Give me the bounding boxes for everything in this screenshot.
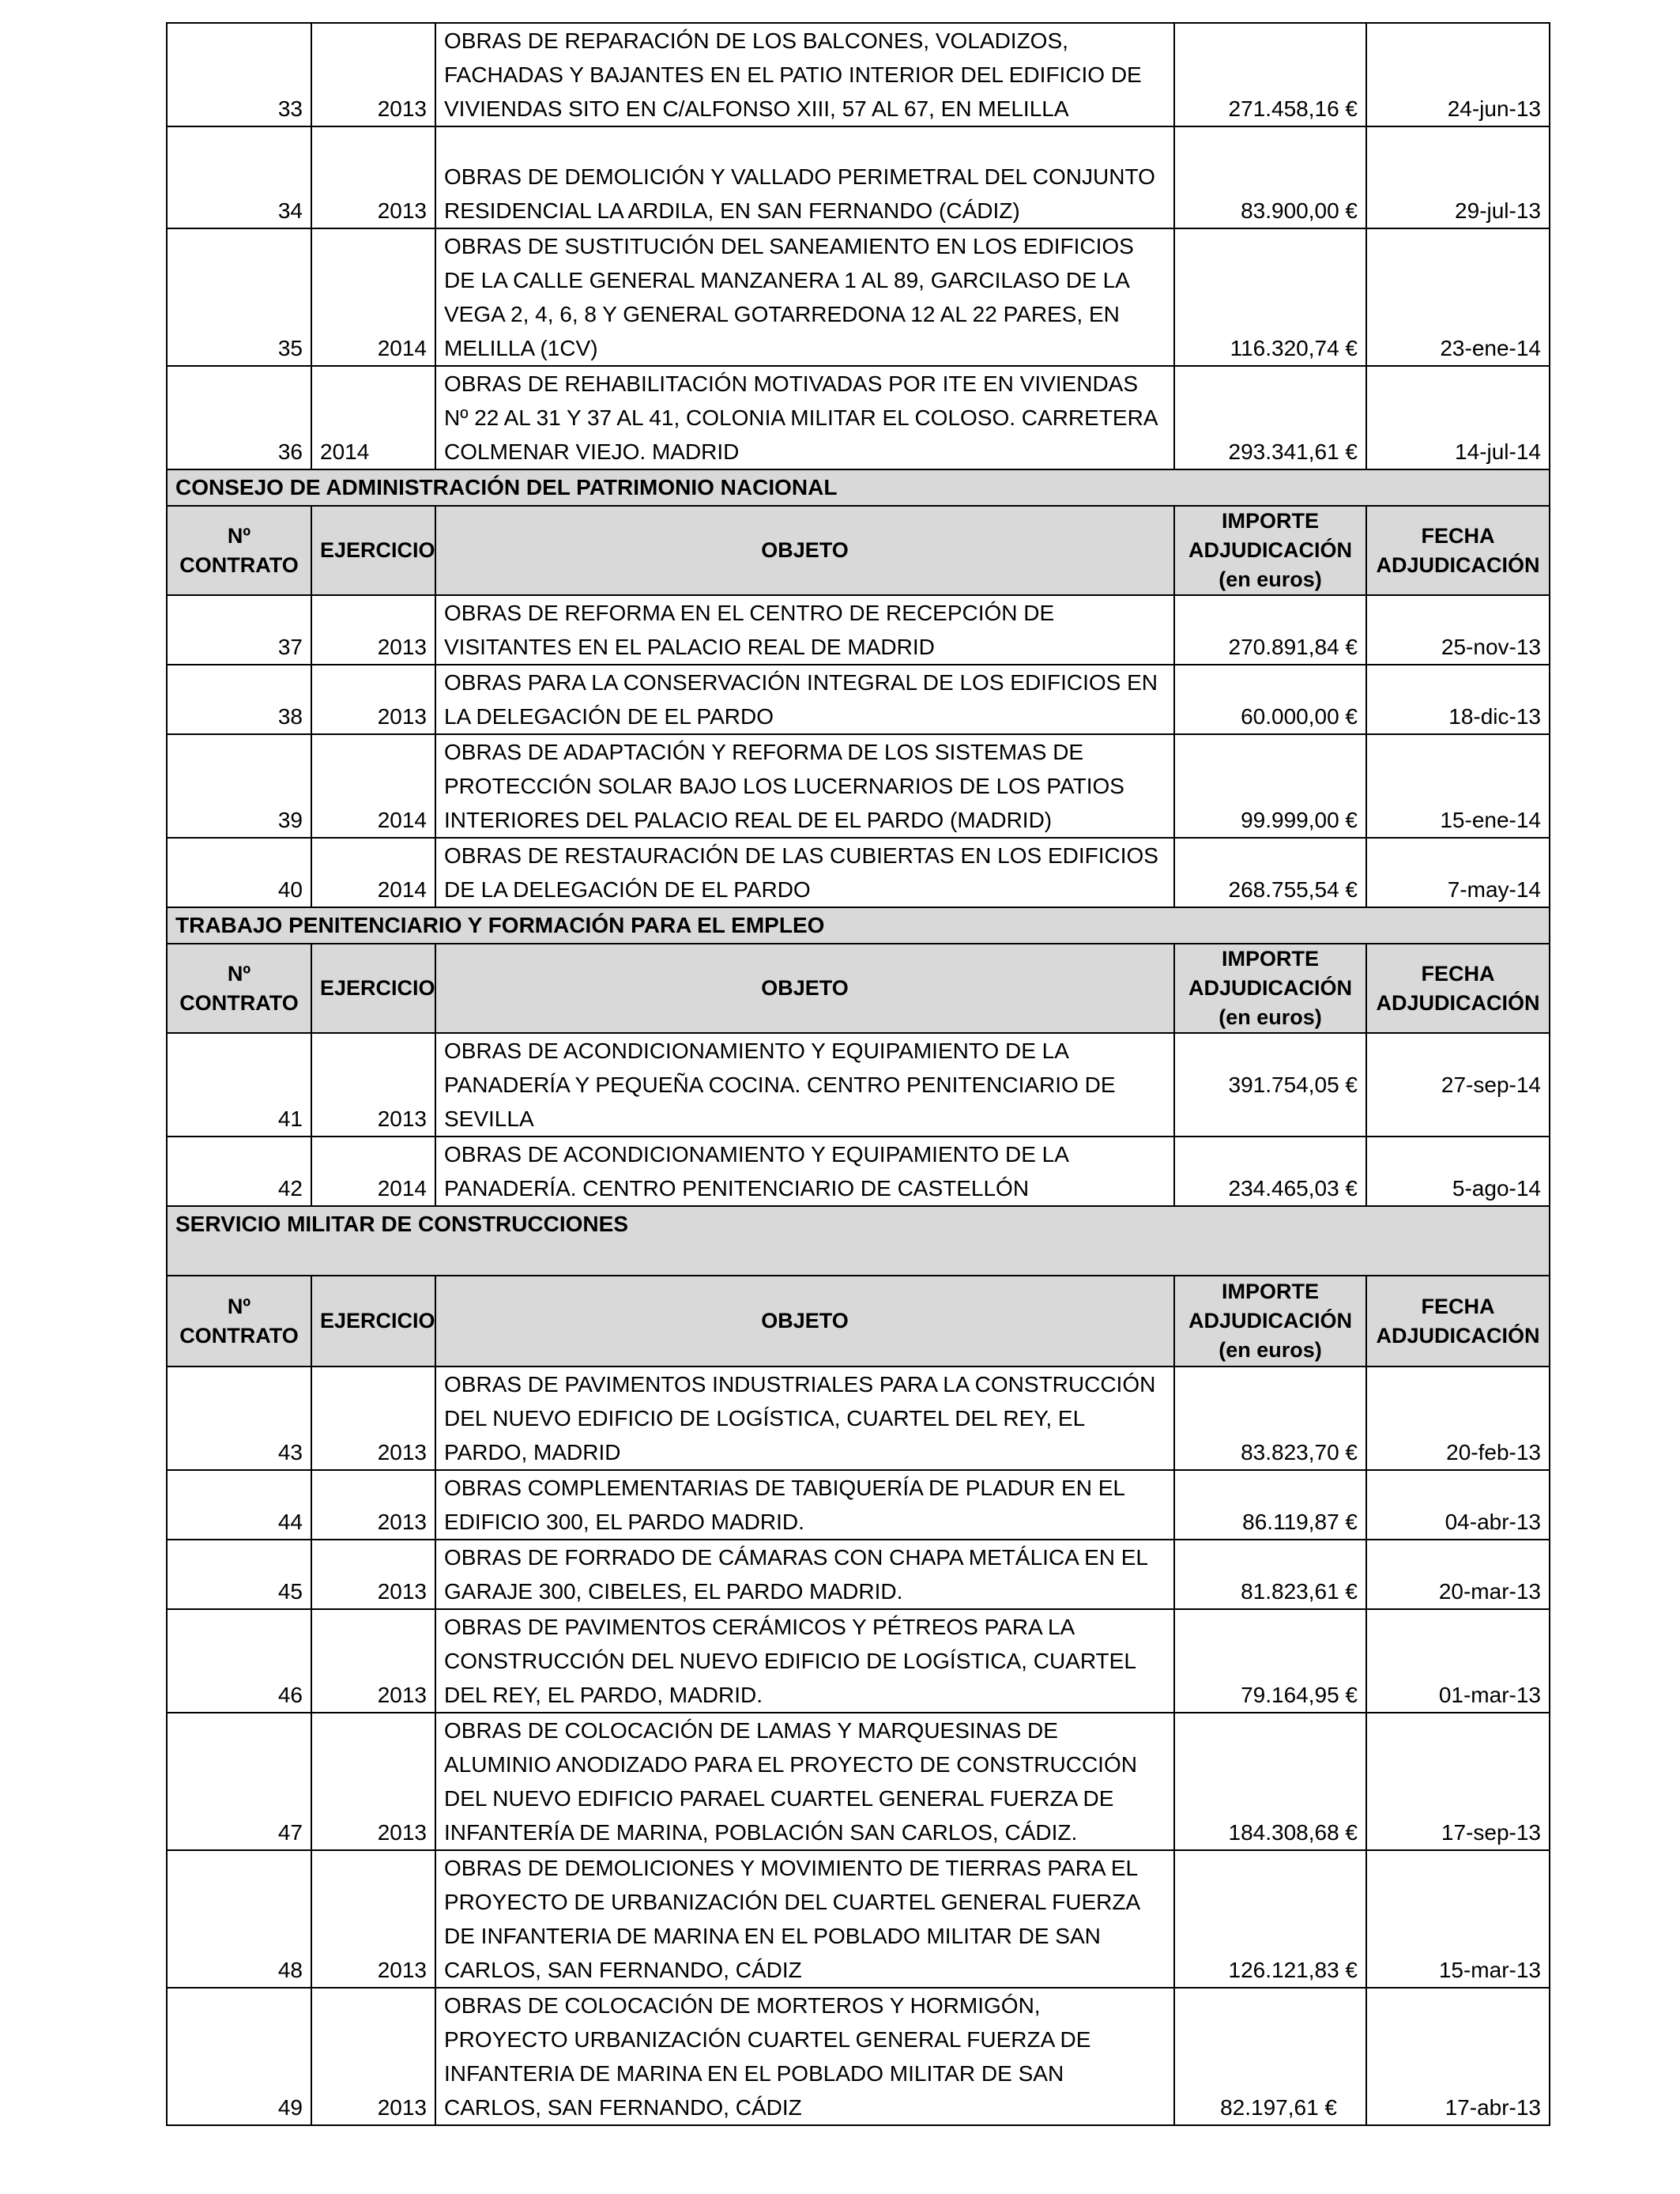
- table-row: [167, 1988, 1550, 2125]
- contract-amount: 99.999,00 €: [1174, 734, 1366, 838]
- contract-amount: 83.823,70 €: [1174, 1367, 1366, 1470]
- table-row: [167, 595, 1550, 665]
- contract-amount: 82.197,61 €: [1174, 1988, 1366, 2125]
- table-row: [167, 126, 1550, 228]
- header-ejercicio: EJERCICIO: [311, 506, 435, 595]
- contract-date: 18-dic-13: [1366, 665, 1550, 734]
- contract-object: OBRAS PARA LA CONSERVACIÓN INTEGRAL DE LOS EDIFICIOS EN LA DELEGACIÓN DE EL PARDO: [435, 665, 1174, 734]
- contract-amount: 271.458,16 €: [1174, 23, 1366, 126]
- section-title: CONSEJO DE ADMINISTRACIÓN DEL PATRIMONIO NACIONAL: [167, 469, 1550, 506]
- table-row: [167, 1033, 1550, 1137]
- table-row: [167, 838, 1550, 907]
- contract-date: 14-jul-14: [1366, 366, 1550, 469]
- contract-object: OBRAS DE ACONDICIONAMIENTO Y EQUIPAMIENTO DE LA PANADERÍA Y PEQUEÑA COCINA. CENTRO PENITENCIARIO DE SEVILLA: [435, 1033, 1174, 1137]
- contract-number: 39: [167, 734, 311, 838]
- contracts-table: [166, 22, 1550, 2126]
- contract-year: 2013: [311, 665, 435, 734]
- header-fecha: FECHA ADJUDICACIÓN: [1366, 506, 1550, 595]
- contract-year: 2013: [311, 1609, 435, 1713]
- contract-date: 01-mar-13: [1366, 1609, 1550, 1713]
- contract-object: OBRAS DE COLOCACIÓN DE LAMAS Y MARQUESINAS DE ALUMINIO ANODIZADO PARA EL PROYECTO DE CONSTRUCCIÓN DEL NUEVO EDIFICIO PARAEL CUARTEL GENERAL FUERZA DE INFANTERÍA DE MARINA, POBLACIÓN SAN CARLOS, CÁDIZ.: [435, 1713, 1174, 1850]
- contract-date: 7-may-14: [1366, 838, 1550, 907]
- contract-year: 2013: [311, 1988, 435, 2125]
- header-contrato: Nº CONTRATO: [167, 1276, 311, 1367]
- section-title-row: [167, 1206, 1550, 1276]
- contract-object: OBRAS DE PAVIMENTOS INDUSTRIALES PARA LA CONSTRUCCIÓN DEL NUEVO EDIFICIO DE LOGÍSTICA, CUARTEL DEL REY, EL PARDO, MADRID: [435, 1367, 1174, 1470]
- contract-object: OBRAS DE REPARACIÓN DE LOS BALCONES, VOLADIZOS, FACHADAS Y BAJANTES EN EL PATIO INTERIOR DEL EDIFICIO DE VIVIENDAS SITO EN C/ALFONSO XIII, 57 AL 67, EN MELILLA: [435, 23, 1174, 126]
- contract-date: 15-mar-13: [1366, 1850, 1550, 1988]
- contract-object: OBRAS COMPLEMENTARIAS DE TABIQUERÍA DE PLADUR EN EL EDIFICIO 300, EL PARDO MADRID.: [435, 1470, 1174, 1540]
- contract-number: 35: [167, 228, 311, 366]
- contract-object: OBRAS DE ADAPTACIÓN Y REFORMA DE LOS SISTEMAS DE PROTECCIÓN SOLAR BAJO LOS LUCERNARIOS DE LOS PATIOS INTERIORES DEL PALACIO REAL DE EL PARDO (MADRID): [435, 734, 1174, 838]
- contract-date: 17-abr-13: [1366, 1988, 1550, 2125]
- contract-number: 48: [167, 1850, 311, 1988]
- table-row: [167, 1850, 1550, 1988]
- contract-number: 42: [167, 1137, 311, 1206]
- contract-date: 25-nov-13: [1366, 595, 1550, 665]
- contract-year: 2013: [311, 595, 435, 665]
- contract-year: 2013: [311, 1713, 435, 1850]
- contract-date: 17-sep-13: [1366, 1713, 1550, 1850]
- section-title-row: [167, 469, 1550, 506]
- contract-object: OBRAS DE PAVIMENTOS CERÁMICOS Y PÉTREOS PARA LA CONSTRUCCIÓN DEL NUEVO EDIFICIO DE LOGÍSTICA, CUARTEL DEL REY, EL PARDO, MADRID.: [435, 1609, 1174, 1713]
- header-ejercicio: EJERCICIO: [311, 944, 435, 1033]
- contract-object: OBRAS DE REHABILITACIÓN MOTIVADAS POR ITE EN VIVIENDAS Nº 22 AL 31 Y 37 AL 41, COLONIA MILITAR EL COLOSO. CARRETERA COLMENAR VIEJO. MADRID: [435, 366, 1174, 469]
- table-row: [167, 1540, 1550, 1609]
- contract-number: 38: [167, 665, 311, 734]
- contract-number: 36: [167, 366, 311, 469]
- contract-number: 33: [167, 23, 311, 126]
- section-title-row: [167, 907, 1550, 944]
- table-row: [167, 1367, 1550, 1470]
- contract-year: 2013: [311, 126, 435, 228]
- contract-year: 2013: [311, 1850, 435, 1988]
- contract-year: 2013: [311, 1033, 435, 1137]
- contract-amount: 184.308,68 €: [1174, 1713, 1366, 1850]
- contract-number: 44: [167, 1470, 311, 1540]
- contract-number: 37: [167, 595, 311, 665]
- contract-year: 2013: [311, 1367, 435, 1470]
- contract-object: OBRAS DE DEMOLICIONES Y MOVIMIENTO DE TIERRAS PARA EL PROYECTO DE URBANIZACIÓN DEL CUARTEL GENERAL FUERZA DE INFANTERIA DE MARINA EN EL POBLADO MILITAR DE SAN CARLOS, SAN FERNANDO, CÁDIZ: [435, 1850, 1174, 1988]
- contract-object: OBRAS DE REFORMA EN EL CENTRO DE RECEPCIÓN DE VISITANTES EN EL PALACIO REAL DE MADRID: [435, 595, 1174, 665]
- contract-year: 2014: [311, 838, 435, 907]
- contract-date: 20-feb-13: [1366, 1367, 1550, 1470]
- contract-number: 43: [167, 1367, 311, 1470]
- contract-number: 46: [167, 1609, 311, 1713]
- header-contrato: Nº CONTRATO: [167, 944, 311, 1033]
- contract-amount: 293.341,61 €: [1174, 366, 1366, 469]
- header-fecha: FECHA ADJUDICACIÓN: [1366, 1276, 1550, 1367]
- contract-date: 24-jun-13: [1366, 23, 1550, 126]
- section-title: SERVICIO MILITAR DE CONSTRUCCIONES: [167, 1206, 1550, 1276]
- contract-number: 40: [167, 838, 311, 907]
- contract-year: 2014: [311, 228, 435, 366]
- contract-object: OBRAS DE COLOCACIÓN DE MORTEROS Y HORMIGÓN, PROYECTO URBANIZACIÓN CUARTEL GENERAL FUERZA DE INFANTERIA DE MARINA EN EL POBLADO MILITAR DE SAN CARLOS, SAN FERNANDO, CÁDIZ: [435, 1988, 1174, 2125]
- table-row: [167, 734, 1550, 838]
- header-importe: IMPORTE ADJUDICACIÓN (en euros): [1174, 506, 1366, 595]
- table-header-row: [167, 944, 1550, 1033]
- contract-date: 04-abr-13: [1366, 1470, 1550, 1540]
- contract-date: 5-ago-14: [1366, 1137, 1550, 1206]
- contract-year: 2014: [311, 1137, 435, 1206]
- header-contrato: Nº CONTRATO: [167, 506, 311, 595]
- table-row: [167, 1713, 1550, 1850]
- contract-date: 23-ene-14: [1366, 228, 1550, 366]
- header-objeto: OBJETO: [435, 944, 1174, 1033]
- contract-amount: 391.754,05 €: [1174, 1033, 1366, 1137]
- contract-year: 2014: [311, 734, 435, 838]
- contract-year: 2013: [311, 23, 435, 126]
- table-row: [167, 23, 1550, 126]
- contract-number: 47: [167, 1713, 311, 1850]
- contract-object: OBRAS DE RESTAURACIÓN DE LAS CUBIERTAS EN LOS EDIFICIOS DE LA DELEGACIÓN DE EL PARDO: [435, 838, 1174, 907]
- contract-amount: 86.119,87 €: [1174, 1470, 1366, 1540]
- contract-amount: 81.823,61 €: [1174, 1540, 1366, 1609]
- contract-amount: 270.891,84 €: [1174, 595, 1366, 665]
- contract-amount: 116.320,74 €: [1174, 228, 1366, 366]
- header-importe: IMPORTE ADJUDICACIÓN (en euros): [1174, 1276, 1366, 1367]
- table-row: [167, 1137, 1550, 1206]
- header-fecha: FECHA ADJUDICACIÓN: [1366, 944, 1550, 1033]
- table-row: [167, 1609, 1550, 1713]
- header-ejercicio: EJERCICIO: [311, 1276, 435, 1367]
- contract-amount: 234.465,03 €: [1174, 1137, 1366, 1206]
- table-header-row: [167, 506, 1550, 595]
- contract-date: 27-sep-14: [1366, 1033, 1550, 1137]
- contract-year: 2013: [311, 1470, 435, 1540]
- contract-amount: 60.000,00 €: [1174, 665, 1366, 734]
- contract-year: 2014: [311, 366, 435, 469]
- contract-object: OBRAS DE SUSTITUCIÓN DEL SANEAMIENTO EN LOS EDIFICIOS DE LA CALLE GENERAL MANZANERA 1 AL 89, GARCILASO DE LA VEGA 2, 4, 6, 8 Y GENERAL GOTARREDONA 12 AL 22 PARES, EN MELILLA (1CV): [435, 228, 1174, 366]
- table-row: [167, 665, 1550, 734]
- table-header-row: [167, 1276, 1550, 1367]
- contract-amount: 83.900,00 €: [1174, 126, 1366, 228]
- table-row: [167, 228, 1550, 366]
- table-row: [167, 1470, 1550, 1540]
- contract-date: 15-ene-14: [1366, 734, 1550, 838]
- section-title: TRABAJO PENITENCIARIO Y FORMACIÓN PARA EL EMPLEO: [167, 907, 1550, 944]
- contract-amount: 79.164,95 €: [1174, 1609, 1366, 1713]
- contract-date: 29-jul-13: [1366, 126, 1550, 228]
- contract-object: OBRAS DE FORRADO DE CÁMARAS CON CHAPA METÁLICA EN EL GARAJE 300, CIBELES, EL PARDO MADRID.: [435, 1540, 1174, 1609]
- contract-year: 2013: [311, 1540, 435, 1609]
- contract-number: 34: [167, 126, 311, 228]
- contract-object: OBRAS DE DEMOLICIÓN Y VALLADO PERIMETRAL DEL CONJUNTO RESIDENCIAL LA ARDILA, EN SAN FERNANDO (CÁDIZ): [435, 126, 1174, 228]
- contract-number: 41: [167, 1033, 311, 1137]
- header-objeto: OBJETO: [435, 1276, 1174, 1367]
- contract-amount: 126.121,83 €: [1174, 1850, 1366, 1988]
- header-objeto: OBJETO: [435, 506, 1174, 595]
- contract-date: 20-mar-13: [1366, 1540, 1550, 1609]
- contract-number: 45: [167, 1540, 311, 1609]
- contract-number: 49: [167, 1988, 311, 2125]
- contract-object: OBRAS DE ACONDICIONAMIENTO Y EQUIPAMIENTO DE LA PANADERÍA. CENTRO PENITENCIARIO DE CASTELLÓN: [435, 1137, 1174, 1206]
- contract-amount: 268.755,54 €: [1174, 838, 1366, 907]
- table-row: [167, 366, 1550, 469]
- header-importe: IMPORTE ADJUDICACIÓN (en euros): [1174, 944, 1366, 1033]
